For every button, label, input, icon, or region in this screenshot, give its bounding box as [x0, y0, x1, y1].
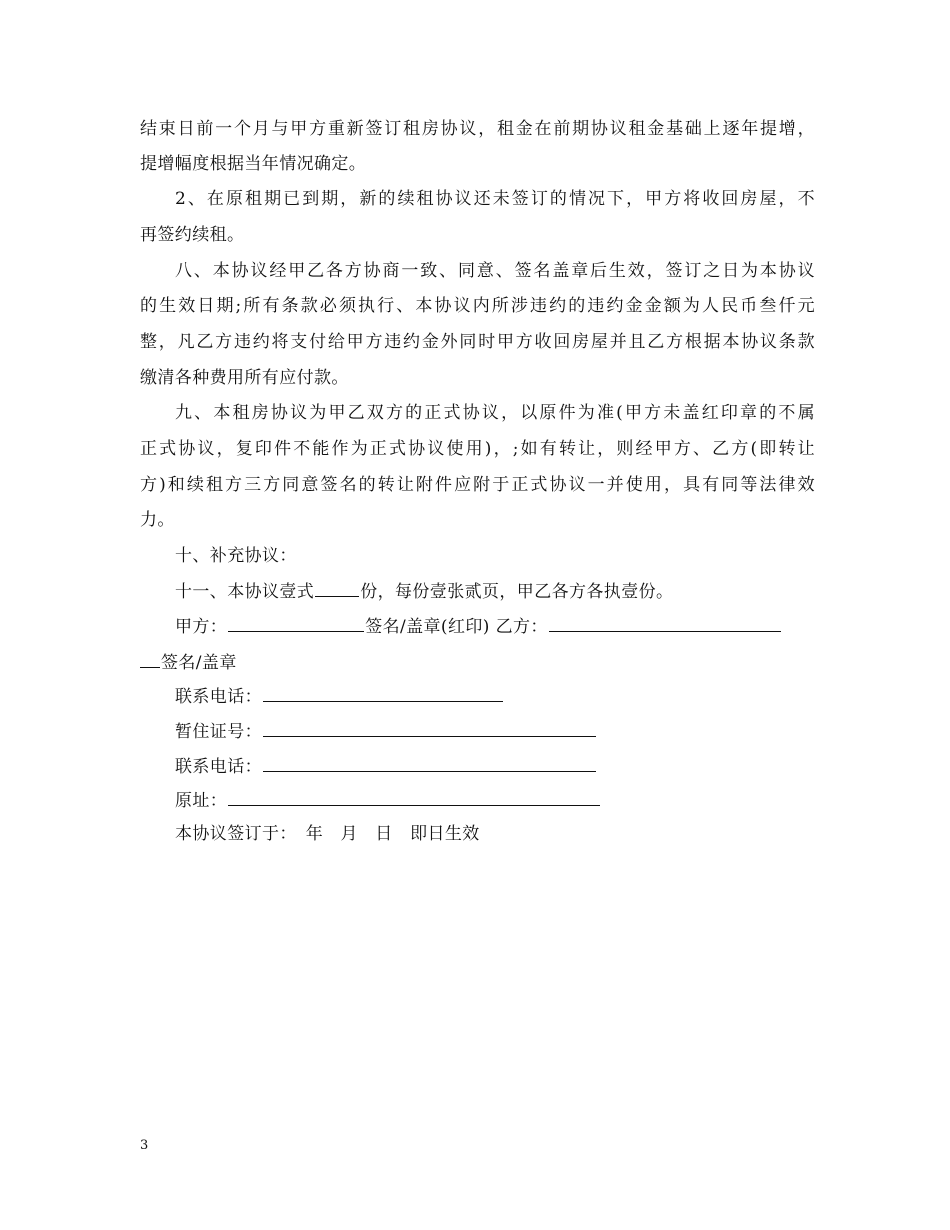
party-b-stamp-label: 签名/盖章: [161, 653, 237, 673]
paragraph-line: 九、本租房协议为甲乙双方的正式协议，以原件为准(甲方未盖红印章的不属: [175, 403, 815, 423]
phone-label-1: 联系电话：: [175, 687, 262, 707]
party-b-blank-continued: [140, 651, 160, 668]
copies-suffix: 份，每份壹张贰页，甲乙各方各执壹份。: [360, 582, 674, 602]
residence-permit-blank: [263, 720, 596, 737]
original-address-label: 原址：: [175, 791, 228, 811]
original-address-field: [175, 789, 815, 812]
party-b-label: 乙方：: [495, 617, 548, 637]
paragraph-line: 提增幅度根据当年情况确定。: [140, 154, 367, 174]
paragraph-line: 再签约续租。: [140, 225, 245, 245]
phone-field-2: [175, 755, 815, 778]
party-b-blank: [549, 615, 781, 632]
phone-blank-1: [263, 685, 503, 702]
residence-permit-label: 暂住证号：: [175, 722, 262, 742]
paragraph-line: 的生效日期;所有条款必须执行、本协议内所涉违约的违约金金额为人民币叁仟元: [140, 296, 815, 316]
signature-line: [175, 615, 815, 638]
stamp-label: 签名/盖章(红印): [365, 617, 490, 637]
residence-permit-field: [175, 720, 815, 743]
copies-line: [175, 580, 815, 603]
original-address-blank: [228, 789, 600, 806]
section-heading: 十、补充协议：: [175, 546, 297, 566]
paragraph-line: 缴清各种费用所有应付款。: [140, 368, 349, 388]
paragraph-line: 正式协议，复印件不能作为正式协议使用)，;如有转让，则经甲方、乙方(即转让: [140, 439, 815, 459]
copies-prefix: 十一、本协议壹式: [175, 582, 315, 602]
paragraph-line: 2、在原租期已到期，新的续租协议还未签订的情况下，甲方将收回房屋，不: [175, 189, 815, 209]
paragraph-line: 力。: [140, 510, 175, 530]
party-a-label: 甲方：: [175, 617, 228, 637]
paragraph-line: 八、本协议经甲乙各方协商一致、同意、签名盖章后生效，签订之日为本协议: [175, 261, 815, 281]
signed-date-line: 本协议签订于： 年 月 日 即日生效: [175, 824, 480, 844]
phone-field-1: [175, 685, 815, 708]
phone-label-2: 联系电话：: [175, 757, 262, 777]
paragraph-line: 方)和续租方三方同意签名的转让附件应附于正式协议一并使用，具有同等法律效: [140, 475, 815, 495]
signature-continuation: [140, 651, 815, 674]
page-number: 3: [140, 1138, 149, 1153]
phone-blank-2: [263, 755, 596, 772]
copies-blank: [315, 580, 359, 597]
paragraph-line: 结束日前一个月与甲方重新签订租房协议，租金在前期协议租金基础上逐年提增，: [140, 119, 815, 139]
paragraph-line: 整，凡乙方违约将支付给甲方违约金外同时甲方收回房屋并且乙方根据本协议条款: [140, 332, 815, 352]
party-a-blank: [228, 615, 364, 632]
